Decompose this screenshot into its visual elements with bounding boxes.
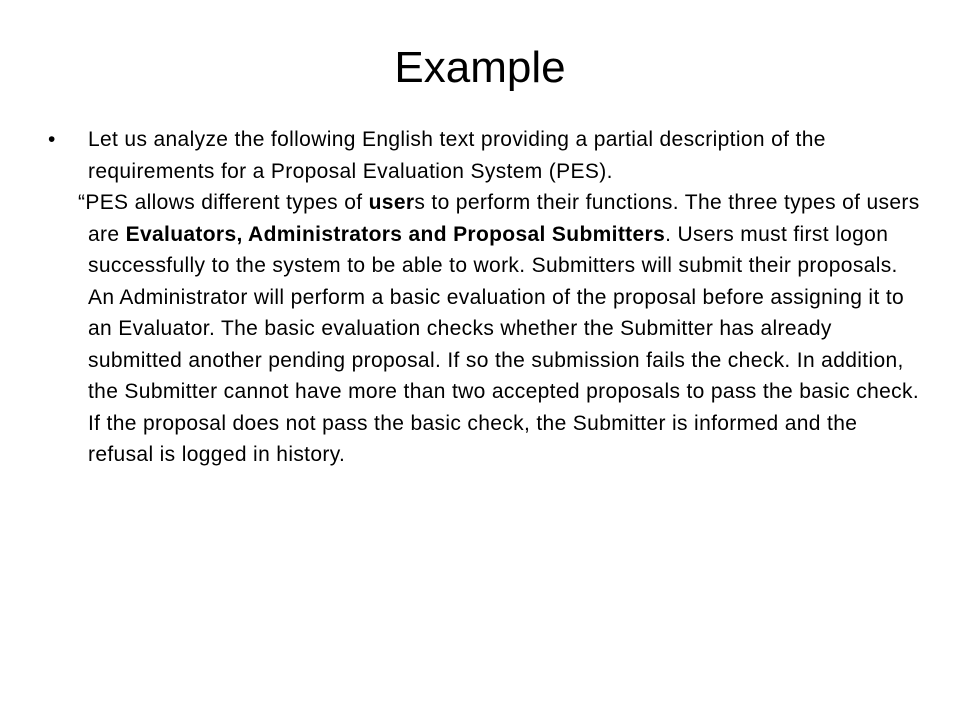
quote-bold-user-types: Evaluators, Administrators and Proposal Submitters [125, 222, 666, 246]
quote-text-part2: s to perform their functions. The three types of users are [88, 191, 920, 246]
open-quote: “ [78, 191, 86, 214]
slide-body [48, 124, 928, 471]
quote-text-part3: . Users must first logon successfully to the system to be able to work. Submitters will submit their proposals. An Administrator will perform a basic evaluation of the proposal before assigning it to an Evaluator. The basic evaluation checks whether the Submitter has already submitted another pending proposal. If so the submission fails the check. In addition, the Submitter cannot have more than two accepted proposals to pass the basic check. If the proposal does not pass the basic check, the Submitter is informed and the refusal is logged in history. [88, 222, 920, 466]
quote-text-part1: PES allows different types of [85, 191, 369, 214]
quote-bold-user: user [368, 191, 415, 214]
slide-title: Example [394, 43, 566, 92]
quoted-requirements-paragraph [48, 187, 928, 471]
bullet-text: Let us analyze the following English text providing a partial description of the requirements for a Proposal Evaluation System (PES). [88, 128, 826, 183]
bullet-item [48, 124, 928, 187]
bullet-marker: • [48, 128, 56, 151]
